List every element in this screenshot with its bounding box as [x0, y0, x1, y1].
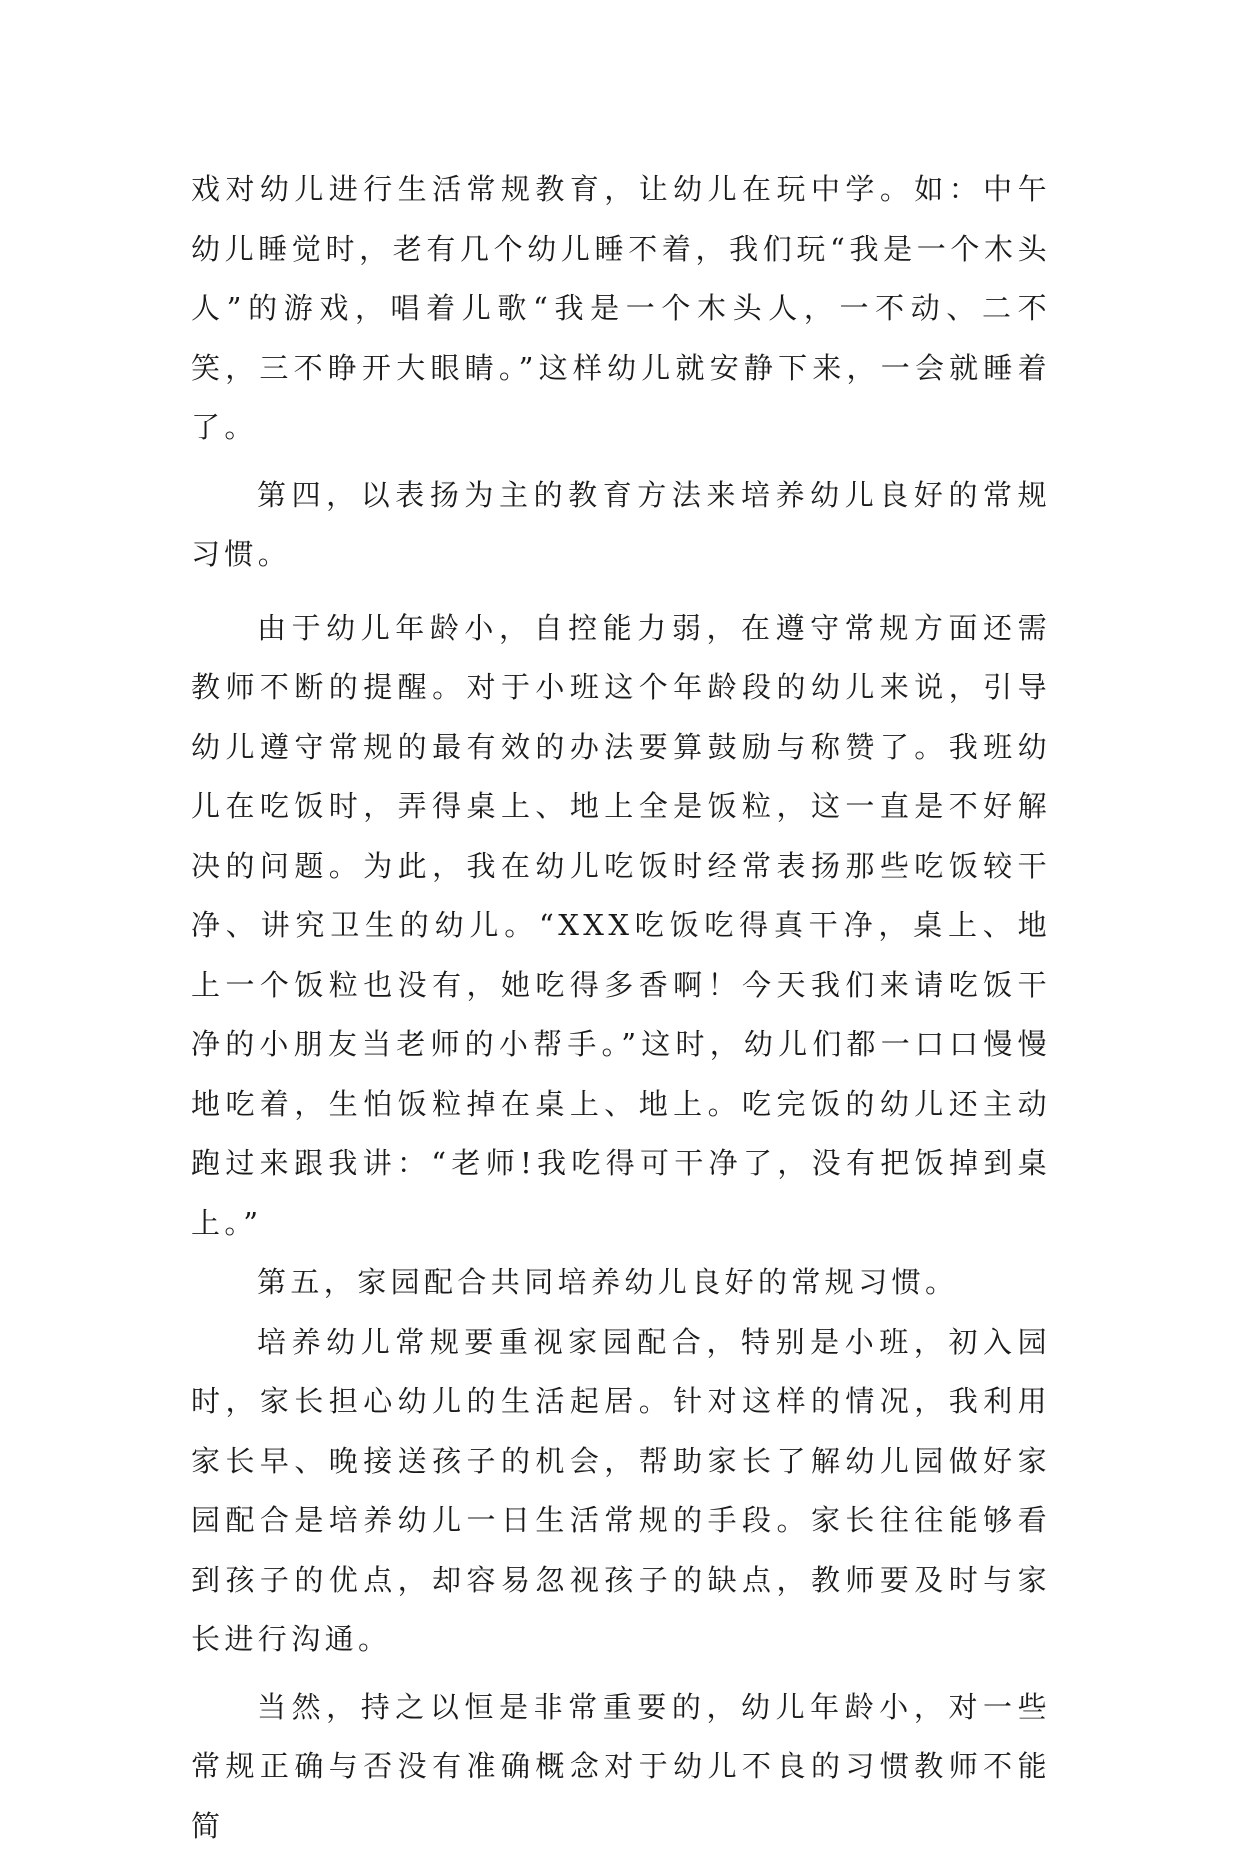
paragraph-home-school: 培养幼儿常规要重视家园配合，特别是小班，初入园时，家长担心幼儿的生活起居。针对这样的情况，我利用家长早、晚接送孩子的机会，帮助家长了解幼儿园做好家园配合是培养幼儿一日生活常规的手段。家长往往能够看到孩子的优点，却容易忽视孩子的缺点，教师要及时与家长进行沟通。 [191, 1313, 1051, 1670]
paragraph-continuation: 戏对幼儿进行生活常规教育，让幼儿在玩中学。如：中午幼儿睡觉时，老有几个幼儿睡不着，我们玩“我是一个木头人”的游戏，唱着儿歌“我是一个木头人，一不动、二不笑，三不睁开大眼睛。”这样幼儿就安静下来，一会就睡着了。 [191, 160, 1051, 458]
paragraph-point-four: 第四，以表扬为主的教育方法来培养幼儿良好的常规习惯。 [191, 466, 1051, 585]
document-page [191, 160, 1051, 1856]
paragraph-persistence: 当然，持之以恒是非常重要的，幼儿年龄小，对一些常规正确与否没有准确概念对于幼儿不良的习惯教师不能简 [191, 1678, 1051, 1856]
paragraph-point-five: 第五，家园配合共同培养幼儿良好的常规习惯。 [191, 1253, 1051, 1313]
paragraph-praise-method: 由于幼儿年龄小，自控能力弱，在遵守常规方面还需教师不断的提醒。对于小班这个年龄段的幼儿来说，引导幼儿遵守常规的最有效的办法要算鼓励与称赞了。我班幼儿在吃饭时，弄得桌上、地上全是饭粒，这一直是不好解决的问题。为此，我在幼儿吃饭时经常表扬那些吃饭较干净、讲究卫生的幼儿。“XXX吃饭吃得真干净，桌上、地上一个饭粒也没有，她吃得多香啊！今天我们来请吃饭干净的小朋友当老师的小帮手。”这时，幼儿们都一口口慢慢地吃着，生怕饭粒掉在桌上、地上。吃完饭的幼儿还主动跑过来跟我讲：“老师!我吃得可干净了，没有把饭掉到桌上。” [191, 599, 1051, 1254]
